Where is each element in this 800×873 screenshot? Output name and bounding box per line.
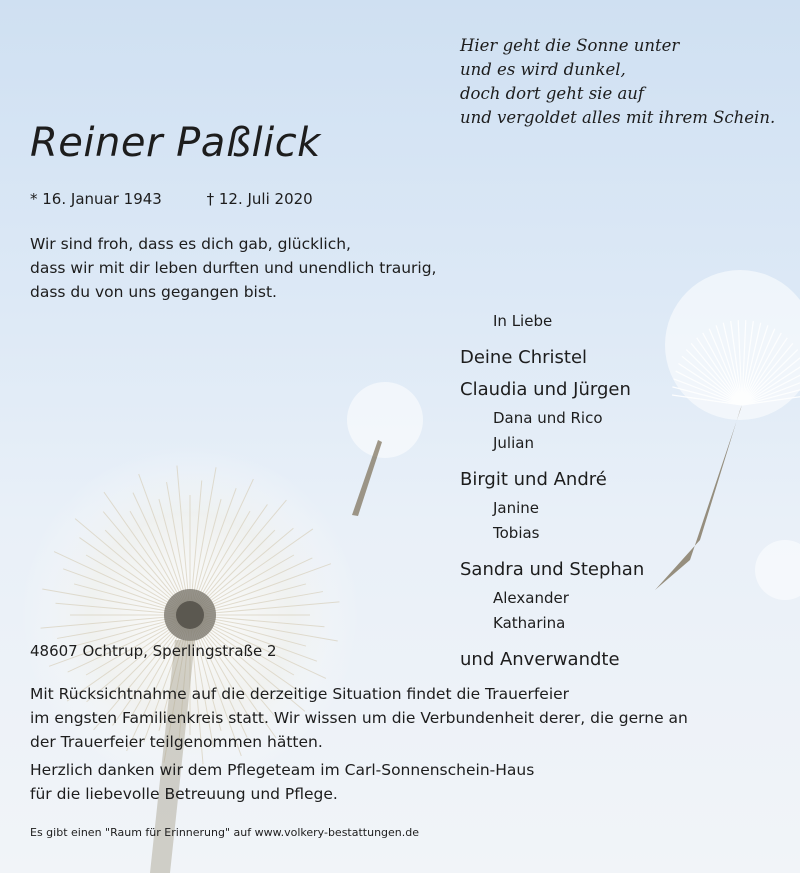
intro-text — [30, 232, 436, 304]
poem-line: und es wird dunkel, — [460, 60, 626, 79]
note-line: Herzlich danken wir dem Pflegeteam im Carl-Sonnenschein-Haus — [30, 761, 535, 779]
birth-date: * 16. Januar 1943 — [30, 190, 162, 208]
note-line: für die liebevolle Betreuung und Pflege. — [30, 785, 338, 803]
poem-line: und vergoldet alles mit ihrem Schein. — [460, 108, 776, 127]
family-relatives: und Anverwandte — [460, 649, 620, 670]
family-child: Tobias — [493, 524, 540, 542]
note-line: der Trauerfeier teilgenommen hätten. — [30, 733, 323, 751]
deceased-name: Reiner Paßlick — [30, 120, 321, 166]
family-member: Claudia und Jürgen — [460, 379, 631, 400]
thanks-note — [30, 758, 770, 806]
flying-seed-small — [347, 382, 423, 516]
note-line: Mit Rücksichtnahme auf die derzeitige Situation findet die Trauerfeier — [30, 685, 570, 703]
note-line: im engsten Familienkreis statt. Wir wissen um die Verbundenheit derer, die gerne an — [30, 709, 688, 727]
family-member: Sandra und Stephan — [460, 559, 645, 580]
family-child: Julian — [493, 434, 534, 452]
poem-line: doch dort geht sie auf — [460, 84, 645, 103]
family-child: Dana und Rico — [493, 409, 603, 427]
intro-line: dass du von uns gegangen bist. — [30, 283, 277, 301]
intro-line: Wir sind froh, dass es dich gab, glücklich, — [30, 235, 351, 253]
death-date: † 12. Juli 2020 — [206, 190, 313, 208]
poem-line: Hier geht die Sonne unter — [460, 36, 680, 55]
life-dates — [30, 190, 313, 208]
family-member: Deine Christel — [460, 347, 588, 368]
intro-line: dass wir mit dir leben durften und unendlich traurig, — [30, 259, 437, 277]
family-member: Birgit und André — [460, 469, 607, 490]
poem — [460, 34, 775, 130]
family-child: Janine — [493, 499, 540, 517]
family-child: Alexander — [493, 589, 569, 607]
notes — [30, 682, 770, 810]
address: 48607 Ochtrup, Sperlingstraße 2 — [30, 642, 277, 660]
memorial-website-note: Es gibt einen "Raum für Erinnerung" auf www.volkery-bestattungen.de — [30, 826, 420, 839]
flying-seed-edge — [755, 540, 800, 600]
family-child: Katharina — [493, 614, 566, 632]
family-list — [460, 308, 644, 676]
in-liebe-label: In Liebe — [493, 312, 553, 330]
funeral-note — [30, 682, 770, 754]
